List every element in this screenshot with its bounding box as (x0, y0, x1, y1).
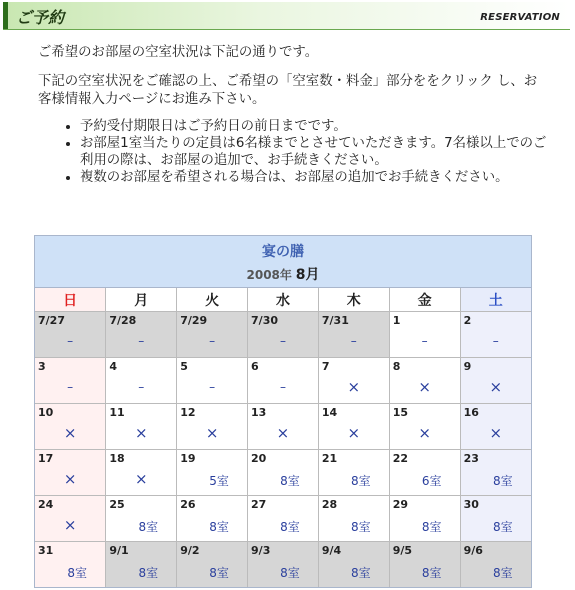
intro-paragraph-1: ご希望のお部屋の空室状況は下記の通りです。 (38, 45, 319, 60)
weekday-wed: 水 (248, 288, 319, 312)
availability-link[interactable]: 8室 (209, 566, 229, 580)
calendar-day-cell (460, 358, 531, 404)
day-number: 12 (180, 406, 196, 419)
weekday-row (35, 288, 531, 312)
availability-link[interactable]: 8室 (138, 520, 159, 534)
availability-link[interactable]: 8室 (280, 474, 300, 488)
section-header (3, 2, 570, 29)
availability-link[interactable]: 8室 (209, 520, 229, 534)
calendar-day-cell (318, 358, 389, 404)
weekday-tue: 火 (177, 288, 248, 312)
availability-status: × (347, 424, 361, 442)
calendar-day-cell (35, 404, 106, 450)
day-number: 3 (38, 360, 46, 373)
day-number: 9/3 (251, 544, 271, 557)
day-number: 10 (38, 406, 54, 419)
day-number: 4 (109, 360, 117, 373)
availability-status: × (418, 378, 431, 396)
day-number: 27 (251, 498, 267, 511)
calendar-day-cell[interactable] (177, 450, 248, 496)
calendar-day-cell (460, 404, 531, 450)
day-number: 7 (321, 360, 330, 373)
calendar-week-row (35, 358, 531, 404)
availability-status: × (347, 378, 361, 396)
weekday-sun: 日 (35, 288, 106, 312)
calendar-day-cell (389, 312, 460, 358)
note-item: • 予約受付期限日はご予約日の前日までです。 (80, 118, 550, 135)
availability-calendar (34, 235, 532, 588)
availability-link[interactable]: 8室 (421, 520, 442, 534)
availability-link[interactable]: 8室 (280, 520, 300, 534)
day-number: 7/27 (38, 314, 65, 327)
weekday-sat: 土 (460, 288, 531, 312)
availability-link[interactable]: 8室 (421, 566, 442, 580)
calendar-day-cell[interactable] (248, 496, 319, 542)
availability-status: × (63, 470, 77, 488)
day-number: 13 (251, 406, 267, 419)
availability-status: – (67, 380, 74, 394)
intro-text (38, 44, 538, 120)
calendar-grid (35, 288, 531, 587)
day-number: 16 (463, 406, 479, 419)
calendar-week-row (35, 404, 531, 450)
calendar-week-row (35, 450, 531, 496)
calendar-day-cell (318, 312, 389, 358)
day-number: 1 (392, 314, 401, 327)
calendar-day-cell[interactable] (106, 542, 177, 588)
day-number: 9/6 (463, 544, 483, 557)
weekday-thu: 木 (318, 288, 389, 312)
availability-status: – (492, 334, 499, 348)
room-name: 宴の膳 (262, 244, 304, 260)
availability-status: × (205, 424, 219, 442)
day-number: 23 (463, 452, 479, 465)
day-number: 9/2 (180, 544, 200, 557)
calendar-day-cell[interactable] (248, 542, 319, 588)
calendar-month: 8月 (295, 267, 320, 283)
calendar-day-cell (106, 312, 177, 358)
availability-link[interactable]: 8室 (67, 566, 87, 580)
day-number: 29 (392, 498, 409, 511)
availability-link[interactable]: 8室 (492, 566, 513, 580)
availability-link[interactable]: 8室 (138, 566, 159, 580)
section-subtitle: RESERVATION (480, 12, 560, 23)
day-number: 9 (463, 360, 472, 373)
calendar-week-row (35, 496, 531, 542)
calendar-day-cell[interactable] (389, 450, 460, 496)
calendar-day-cell (460, 312, 531, 358)
day-number: 25 (109, 498, 125, 511)
calendar-day-cell[interactable] (35, 542, 106, 588)
day-number: 5 (180, 360, 188, 373)
day-number: 18 (109, 452, 125, 465)
calendar-day-cell (248, 358, 319, 404)
calendar-day-cell (106, 358, 177, 404)
availability-status: – (209, 380, 216, 394)
calendar-month-label (35, 264, 531, 284)
intro-paragraph-2: 下記の空室状況をご確認の上、ご希望の「空室数・料金」部分ををクリック し、お客様情報入力ページにお進み下さい。 (38, 74, 538, 107)
availability-status: × (63, 516, 77, 534)
calendar-day-cell (318, 404, 389, 450)
calendar-day-cell (389, 404, 460, 450)
availability-link[interactable]: 8室 (350, 520, 371, 534)
day-number: 9/4 (321, 544, 342, 557)
day-number: 11 (109, 406, 125, 419)
availability-status: – (421, 334, 428, 348)
availability-link[interactable]: 8室 (280, 566, 300, 580)
weekday-mon: 月 (106, 288, 177, 312)
availability-link[interactable]: 8室 (492, 520, 513, 534)
availability-link[interactable]: 6室 (421, 474, 442, 488)
availability-status: – (350, 334, 357, 348)
calendar-year: 2008年 (246, 268, 292, 282)
weekday-fri: 金 (389, 288, 460, 312)
calendar-day-cell (177, 404, 248, 450)
calendar-day-cell (35, 358, 106, 404)
calendar-day-cell (35, 312, 106, 358)
day-number: 8 (392, 360, 401, 373)
day-number: 19 (180, 452, 196, 465)
header-divider (3, 29, 570, 30)
calendar-day-cell (177, 358, 248, 404)
notes-list (62, 118, 550, 186)
availability-status: × (418, 424, 431, 442)
day-number: 26 (180, 498, 196, 511)
calendar-day-cell[interactable] (460, 542, 531, 588)
day-number: 9/1 (109, 544, 129, 557)
availability-link[interactable]: 8室 (350, 474, 371, 488)
section-title: ご予約 (16, 8, 65, 27)
availability-status: × (134, 424, 148, 442)
calendar-day-cell (35, 496, 106, 542)
calendar-day-cell[interactable] (318, 450, 389, 496)
calendar-header (35, 236, 531, 288)
availability-status: – (279, 334, 286, 348)
day-number: 20 (251, 452, 267, 465)
calendar-day-cell (35, 450, 106, 496)
calendar-day-cell[interactable] (177, 542, 248, 588)
day-number: 31 (38, 544, 54, 557)
availability-status: – (67, 334, 74, 348)
availability-status: × (276, 424, 290, 442)
calendar-week-row (35, 542, 531, 588)
availability-status: – (138, 334, 145, 348)
note-item: • 複数のお部屋を希望される場合は、お部屋の追加でお手続きください。 (80, 169, 550, 186)
calendar-day-cell (389, 358, 460, 404)
calendar-day-cell (248, 312, 319, 358)
day-number: 14 (321, 406, 338, 419)
calendar-day-cell (106, 404, 177, 450)
calendar-day-cell[interactable] (460, 450, 531, 496)
day-number: 21 (321, 452, 338, 465)
day-number: 7/28 (109, 314, 137, 327)
calendar-day-cell (177, 312, 248, 358)
availability-link[interactable]: 8室 (350, 566, 371, 580)
day-number: 17 (38, 452, 54, 465)
day-number: 6 (251, 360, 259, 373)
calendar-day-cell[interactable] (248, 450, 319, 496)
calendar-day-cell[interactable] (389, 542, 460, 588)
day-number: 30 (463, 498, 479, 511)
calendar-day-cell[interactable] (318, 496, 389, 542)
availability-link[interactable]: 5室 (209, 474, 229, 488)
availability-status: × (63, 424, 77, 442)
calendar-day-cell[interactable] (318, 542, 389, 588)
day-number: 7/29 (180, 314, 208, 327)
calendar-week-row (35, 312, 531, 358)
calendar-day-cell (248, 404, 319, 450)
day-number: 22 (392, 452, 409, 465)
day-number: 24 (38, 498, 54, 511)
availability-status: – (138, 380, 145, 394)
calendar-day-cell[interactable] (106, 496, 177, 542)
availability-link[interactable]: 8室 (492, 474, 513, 488)
day-number: 7/31 (321, 314, 349, 327)
availability-status: × (134, 470, 148, 488)
availability-status: – (279, 380, 286, 394)
day-number: 28 (321, 498, 338, 511)
day-number: 2 (463, 314, 472, 327)
calendar-day-cell[interactable] (460, 496, 531, 542)
day-number: 15 (392, 406, 409, 419)
day-number: 9/5 (392, 544, 413, 557)
availability-status: – (209, 334, 216, 348)
calendar-day-cell[interactable] (389, 496, 460, 542)
day-number: 7/30 (251, 314, 279, 327)
availability-status: × (489, 378, 503, 396)
note-item: • お部屋1室当たりの定員は6名様までとさせていただきます。7名様以上でのご利用の際は、お部屋の追加で、お手続きください。 (80, 135, 550, 169)
calendar-day-cell[interactable] (177, 496, 248, 542)
calendar-day-cell (106, 450, 177, 496)
availability-status: × (489, 424, 503, 442)
